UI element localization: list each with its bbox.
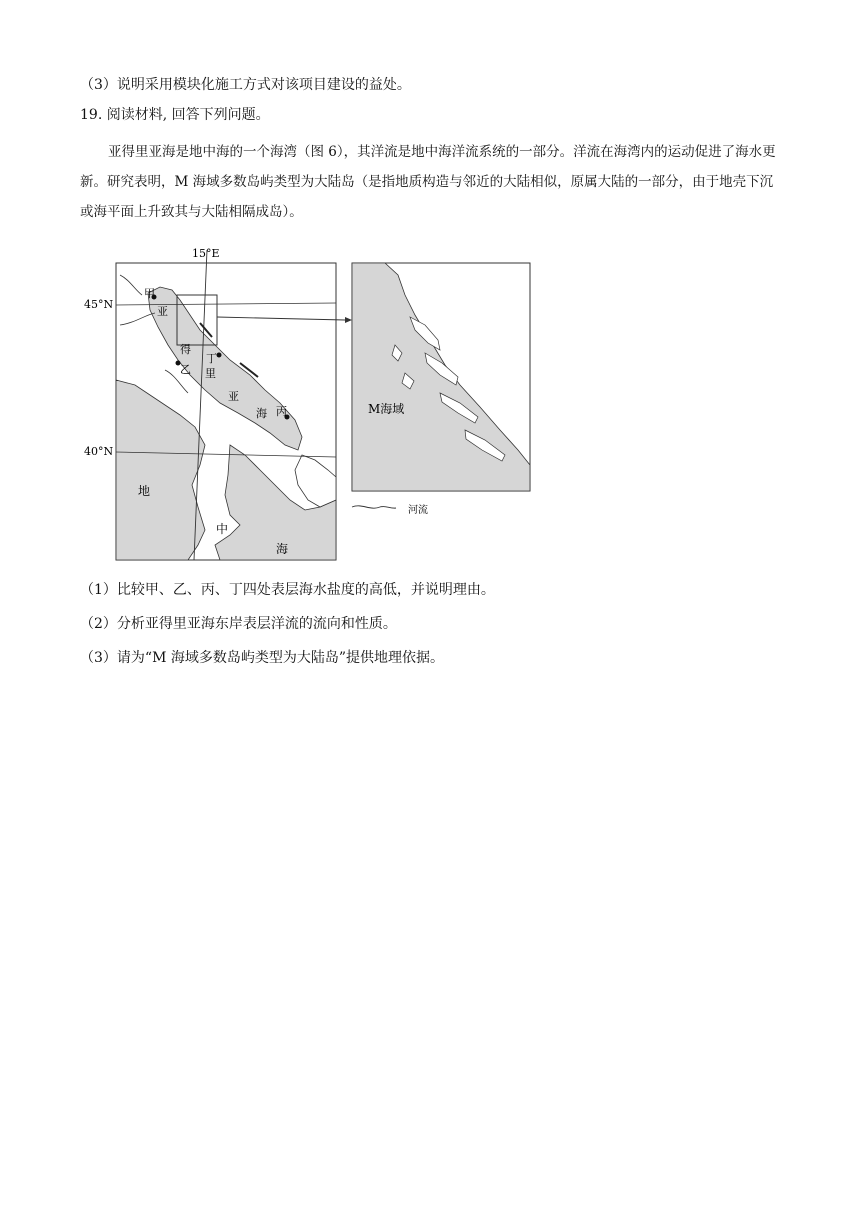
label-ding: 丁: [206, 352, 217, 365]
sea-char-4: 亚: [228, 390, 239, 403]
point-ding: [217, 353, 222, 358]
sea-char-5: 海: [256, 407, 267, 420]
med-char-3: 海: [276, 542, 289, 556]
q19-subquestion-3: （3）请为“M 海域多数岛屿类型为大陆岛”提供地理依据。: [80, 650, 445, 666]
lat-label-40n: 40°N: [84, 445, 114, 458]
legend-river-label: 河流: [408, 505, 428, 516]
figure-adriatic-map: [80, 245, 540, 565]
q19-subquestion-2: （2）分析亚得里亚海东岸表层洋流的流向和性质。: [80, 616, 397, 632]
lat-label-45n: 45°N: [84, 298, 114, 311]
q19-material: [80, 137, 780, 227]
q19-header: 19. 阅读材料, 回答下列问题。: [80, 107, 270, 123]
sea-char-2: 得: [180, 343, 191, 356]
q18-subquestion-3: （3）说明采用模块化施工方式对该项目建设的益处。: [80, 77, 411, 93]
inset-label-m-sea: M海域: [368, 402, 405, 416]
label-yi: 乙: [180, 363, 191, 376]
label-bing: 丙: [276, 405, 287, 418]
med-char-1: 地: [138, 484, 151, 498]
label-jia: 甲: [144, 287, 155, 300]
q19-subquestion-1: （1）比较甲、乙、丙、丁四处表层海水盐度的高低，并说明理由。: [80, 582, 495, 598]
lon-label-15e: 15°E: [192, 247, 220, 260]
sea-char-3: 里: [205, 367, 216, 380]
med-char-2: 中: [216, 522, 229, 536]
q19-material-text: 亚得里亚海是地中海的一个海湾（图 6），其洋流是地中海洋流系统的一部分。洋流在海湾内的运动促进了海水更新。研究表明，M 海域多数岛屿类型为大陆岛（是指地质构造与邻近的大陆相似，原属大陆的一部分，由于地壳下沉或海平面上升致其与大陆相隔成岛）。: [80, 144, 776, 220]
sea-char-1: 亚: [157, 305, 168, 318]
